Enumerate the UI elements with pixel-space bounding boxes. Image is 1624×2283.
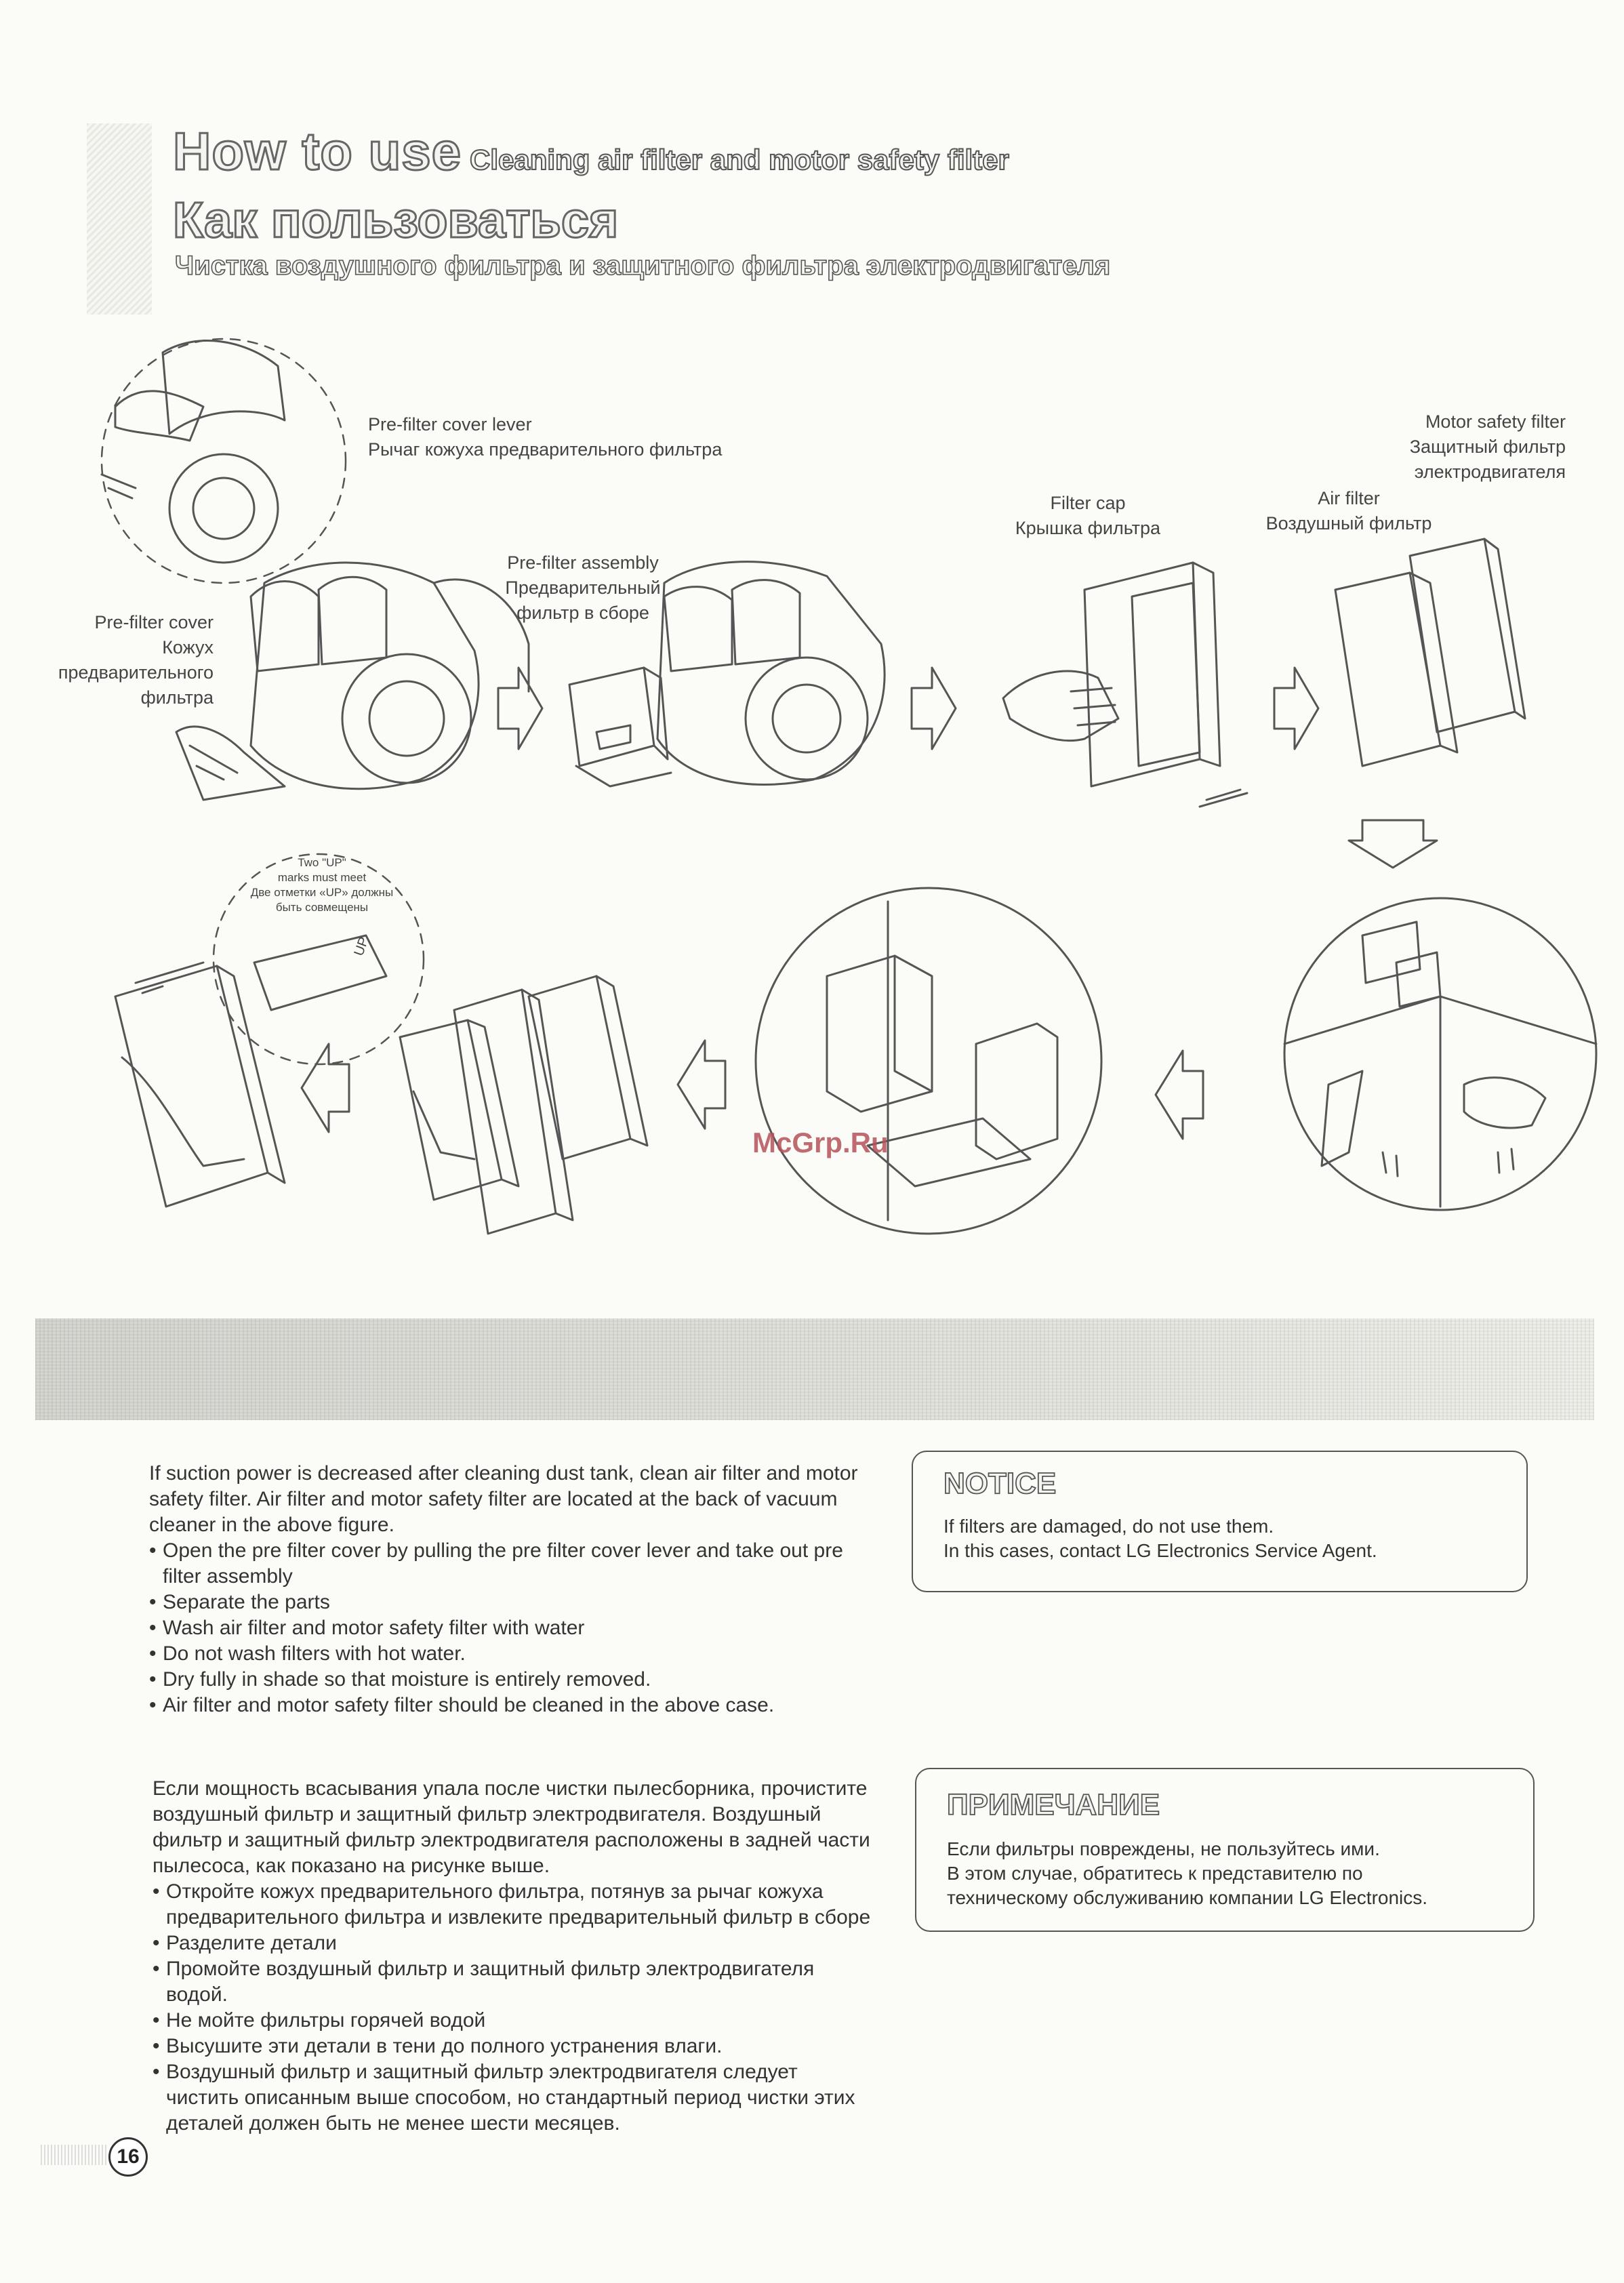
notice-en-line-2: In this cases, contact LG Electronics Service Agent. xyxy=(943,1540,1377,1561)
section-divider-band xyxy=(35,1318,1594,1420)
arrow-down xyxy=(1349,820,1437,868)
label-filter-cap-en: Filter cap xyxy=(1050,493,1126,513)
label-up-marks-en-2: marks must meet xyxy=(277,871,367,884)
up-mark-label: UP xyxy=(351,935,372,958)
label-prefilter-assembly-ru-1: Предварительный xyxy=(505,578,661,598)
label-prefilter-cover-ru-2: предварительного xyxy=(58,662,214,683)
instructions-en-step: • Do not wash filters with hot water. xyxy=(149,1641,881,1667)
page-number: 16 xyxy=(108,2137,148,2177)
label-prefilter-cover-ru-1: Кожух xyxy=(162,637,214,658)
label-motor-safety-filter-ru-2: электродвигателя xyxy=(1414,462,1566,482)
instructions-en-step: • Air filter and motor safety filter should be cleaned in the above case. xyxy=(149,1693,881,1718)
instructions-en-step: • Open the pre filter cover by pulling the pre filter cover lever and take out pre filter assembly xyxy=(149,1538,881,1590)
arrow-right-3 xyxy=(1274,668,1318,749)
page-subtitle-ru: Чистка воздушного фильтра и защитного фильтра электродвигателя xyxy=(175,251,1111,281)
instructions-en-steps xyxy=(149,1538,881,1718)
instructions-ru-step: • Высушите эти детали в тени до полного устранения влаги. xyxy=(153,2034,871,2059)
notice-ru-line-1: Если фильтры повреждены, не пользуйтесь ими. xyxy=(947,1838,1380,1859)
notice-box-ru xyxy=(915,1768,1535,1932)
air-filter-and-motor-filter-drawing xyxy=(1335,539,1525,766)
filter-cap-drawing xyxy=(1003,563,1247,807)
label-filter-cap-ru: Крышка фильтра xyxy=(1015,518,1161,538)
instructions-ru xyxy=(153,1776,871,2137)
watermark: McGrp.Ru xyxy=(752,1127,889,1158)
notice-title-en: NOTICE xyxy=(943,1467,1057,1500)
label-motor-safety-filter-ru-1: Защитный фильтр xyxy=(1409,437,1566,457)
label-prefilter-cover-lever xyxy=(368,412,722,462)
page-number-strip xyxy=(41,2145,108,2165)
label-air-filter xyxy=(1234,486,1464,536)
notice-title-ru: ПРИМЕЧАНИЕ xyxy=(947,1788,1160,1821)
label-prefilter-cover-ru-3: фильтра xyxy=(140,687,214,708)
label-up-marks xyxy=(220,855,424,915)
instructions-ru-step: • Разделите детали xyxy=(153,1931,871,1956)
washing-filters-drawing xyxy=(1284,898,1596,1210)
instructions-en-step: • Separate the parts xyxy=(149,1590,881,1615)
label-prefilter-cover-lever-ru: Рычаг кожуха предварительного фильтра xyxy=(368,439,723,460)
label-prefilter-cover-lever-en: Pre-filter cover lever xyxy=(368,414,532,435)
page-title: How to use Cleaning air filter and motor safety filter xyxy=(173,121,1009,181)
arrow-right-2 xyxy=(912,668,956,749)
vacuum-cleaner-drawing xyxy=(102,339,529,800)
instructions-ru-step: • Промойте воздушный фильтр и защитный фильтр электродвигателя водой. xyxy=(153,1956,871,2008)
arrow-left-1 xyxy=(1156,1051,1203,1139)
label-up-marks-ru-2: быть совмещены xyxy=(275,901,369,914)
arrow-right-1 xyxy=(498,668,542,749)
label-up-marks-en-1: Two "UP" xyxy=(298,856,346,869)
notice-box-en xyxy=(912,1451,1528,1592)
label-motor-safety-filter xyxy=(1349,409,1566,485)
label-prefilter-assembly xyxy=(468,550,698,626)
reassembled-filters-drawing xyxy=(400,976,647,1234)
instructions-ru-steps xyxy=(153,1879,871,2137)
instructions-en-step: • Wash air filter and motor safety filter with water xyxy=(149,1615,881,1641)
label-prefilter-assembly-ru-2: фильтр в сборе xyxy=(516,603,649,623)
label-air-filter-ru: Воздушный фильтр xyxy=(1265,513,1432,533)
label-prefilter-assembly-en: Pre-filter assembly xyxy=(507,552,659,573)
instructions-en xyxy=(149,1461,881,1718)
instructions-ru-step: • Воздушный фильтр и защитный фильтр электродвигателя следует чистить описанным выше способом, но стандартный период чистки этих деталей должен быть не менее шести месяцев. xyxy=(153,2059,871,2137)
page-title-ru: Как пользоваться xyxy=(173,192,619,248)
instructions-ru-step: • Откройте кожух предварительного фильтра, потянув за рычаг кожуха предварительного фильтра и извлеките предварительный фильтр в сборе xyxy=(153,1879,871,1931)
notice-ru-line-3: техническому обслуживанию компании LG Electronics. xyxy=(947,1887,1428,1908)
label-motor-safety-filter-en: Motor safety filter xyxy=(1425,411,1566,432)
instructions-en-step: • Dry fully in shade so that moisture is entirely removed. xyxy=(149,1667,881,1693)
notice-en-line-1: If filters are damaged, do not use them. xyxy=(943,1516,1274,1537)
arrow-left-2 xyxy=(678,1041,725,1129)
instructions-ru-intro: Если мощность всасывания упала после чистки пылесборника, прочистите воздушный фильтр и защитный фильтр электродвигателя. Воздушный фильтр и защитный фильтр электродвигателя расположены в задней части пылесоса, как показано на рисунке выше. xyxy=(153,1777,870,1877)
drying-filters-drawing xyxy=(756,888,1101,1234)
instructions-en-intro: If suction power is decreased after cleaning dust tank, clean air filter and motor safety filter. Air filter and motor safety filter are located at the back of vacuum cleaner in the above figure. xyxy=(149,1462,858,1536)
label-up-marks-ru-1: Две отметки «UP» должны xyxy=(250,886,394,899)
label-prefilter-cover xyxy=(27,610,214,710)
notice-ru-line-2: В этом случае, обратитесь к представителю по xyxy=(947,1863,1363,1884)
arrow-left-3 xyxy=(302,1044,349,1132)
label-filter-cap xyxy=(986,491,1190,541)
instructions-ru-step: • Не мойте фильтры горячей водой xyxy=(153,2008,871,2034)
label-air-filter-en: Air filter xyxy=(1318,488,1380,508)
page-title-subtitle: Cleaning air filter and motor safety filter xyxy=(470,144,1009,176)
label-prefilter-cover-en: Pre-filter cover xyxy=(94,612,214,632)
